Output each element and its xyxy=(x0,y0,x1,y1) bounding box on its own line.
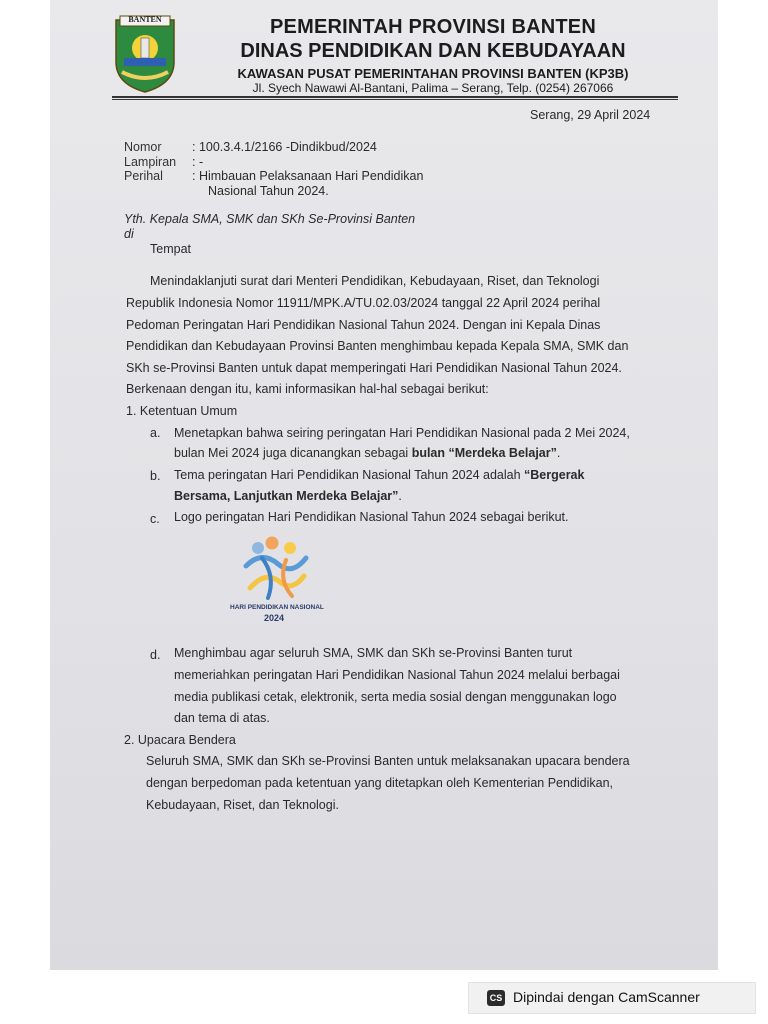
item-c-label: c. xyxy=(150,512,160,526)
item-b-line2 xyxy=(174,487,402,505)
item-a-bold: bulan “Merdeka Belajar” xyxy=(411,446,557,460)
perihal-label: Perihal xyxy=(124,169,163,183)
header-agency-title: DINAS PENDIDIKAN DAN KEBUDAYAAN xyxy=(240,40,626,62)
camscanner-icon: CS xyxy=(487,990,505,1006)
hardiknas-2024-logo xyxy=(230,536,324,628)
intro-line: Menindaklanjuti surat dari Menteri Pendidikan, Kebudayaan, Riset, dan Teknologi xyxy=(150,274,600,288)
intro-line: Berkenaan dengan itu, kami informasikan hal-hal sebagai berikut: xyxy=(126,382,489,396)
letter-date: Serang, 29 April 2024 xyxy=(530,108,651,122)
intro-line: Pendidikan dan Kebudayaan Provinsi Banten menghimbau kepada Kepala SMA, SMK dan xyxy=(126,339,629,353)
nomor-label: Nomor xyxy=(124,140,162,154)
lampiran-value: : - xyxy=(192,155,204,169)
perihal-value-line1: : Himbauan Pelaksanaan Hari Pendidikan xyxy=(192,169,424,183)
item-d-line: media publikasi cetak, elektronik, serta media sosial dengan menggunakan logo xyxy=(174,690,617,704)
header-rule-thin xyxy=(112,99,678,100)
logo-caption-title: HARI PENDIDIKAN NASIONAL xyxy=(230,604,324,611)
item-b-label: b. xyxy=(150,469,161,483)
logo-caption-year: 2024 xyxy=(263,613,285,623)
perihal-value-line2: Nasional Tahun 2024. xyxy=(208,184,329,198)
item-a-line2-end: . xyxy=(556,446,561,460)
intro-line: SKh se-Provinsi Banten untuk dapat memperingati Hari Pendidikan Nasional Tahun 2024. xyxy=(126,361,622,375)
camscanner-label: Dipindai dengan CamScanner xyxy=(513,989,700,1005)
section-2-line: Kebudayaan, Riset, dan Teknologi. xyxy=(146,798,339,812)
item-b-line1 xyxy=(174,466,584,484)
item-a-line2 xyxy=(174,444,560,462)
recipient-yth: Yth. Kepala SMA, SMK dan SKh Se-Provinsi Banten xyxy=(124,212,416,226)
item-c-line: Logo peringatan Hari Pendidikan Nasional Tahun 2024 sebagai berikut. xyxy=(174,510,569,524)
crest-text: BANTEN xyxy=(128,15,162,24)
section-2-line: Seluruh SMA, SMK dan SKh se-Provinsi Banten untuk melaksanakan upacara bendera xyxy=(146,754,630,768)
item-d-label: d. xyxy=(150,648,161,662)
item-b-line2-end: . xyxy=(398,489,402,503)
item-a-label: a. xyxy=(150,426,161,440)
item-d-line: dan tema di atas. xyxy=(174,711,270,725)
item-b-bold-2: Bersama, Lanjutkan Merdeka Belajar” xyxy=(174,489,399,503)
nomor-value: : 100.3.4.1/2166 -Dindikbud/2024 xyxy=(192,140,377,154)
banten-crest-logo xyxy=(112,14,178,94)
recipient-di: di xyxy=(124,227,134,241)
section-1-title: 1. Ketentuan Umum xyxy=(126,404,238,418)
lampiran-label: Lampiran xyxy=(124,155,177,169)
section-2-line: dengan berpedoman pada ketentuan yang ditetapkan oleh Kementerian Pendidikan, xyxy=(146,776,614,790)
item-a-line1: Menetapkan bahwa seiring peringatan Hari Pendidikan Nasional pada 2 Mei 2024, xyxy=(174,426,630,440)
item-b-bold-1: “Bergerak xyxy=(524,468,585,482)
header-area: KAWASAN PUSAT PEMERINTAHAN PROVINSI BANTEN (KP3B) xyxy=(237,66,629,81)
item-d-line: Menghimbau agar seluruh SMA, SMK dan SKh se-Provinsi Banten turut xyxy=(174,646,573,660)
recipient-tempat: Tempat xyxy=(150,242,191,256)
section-2-title: 2. Upacara Bendera xyxy=(124,733,236,747)
header-rule-thick xyxy=(112,96,678,98)
item-d-line: memeriahkan peringatan Hari Pendidikan Nasional Tahun 2024 melalui berbagai xyxy=(174,668,620,682)
header-government-title: PEMERINTAH PROVINSI BANTEN xyxy=(270,16,596,38)
intro-line: Republik Indonesia Nomor 11911/MPK.A/TU.02.03/2024 tanggal 22 April 2024 perihal xyxy=(126,296,601,310)
intro-line: Pedoman Peringatan Hari Pendidikan Nasional Tahun 2024. Dengan ini Kepala Dinas xyxy=(126,318,601,332)
item-a-line2-text: bulan Mei 2024 juga dicanangkan sebagai xyxy=(174,446,412,460)
camscanner-watermark xyxy=(468,982,756,1014)
item-b-line1-text: Tema peringatan Hari Pendidikan Nasional Tahun 2024 adalah xyxy=(174,468,525,482)
header-address: Jl. Syech Nawawi Al-Bantani, Palima – Serang, Telp. (0254) 267066 xyxy=(252,81,614,95)
